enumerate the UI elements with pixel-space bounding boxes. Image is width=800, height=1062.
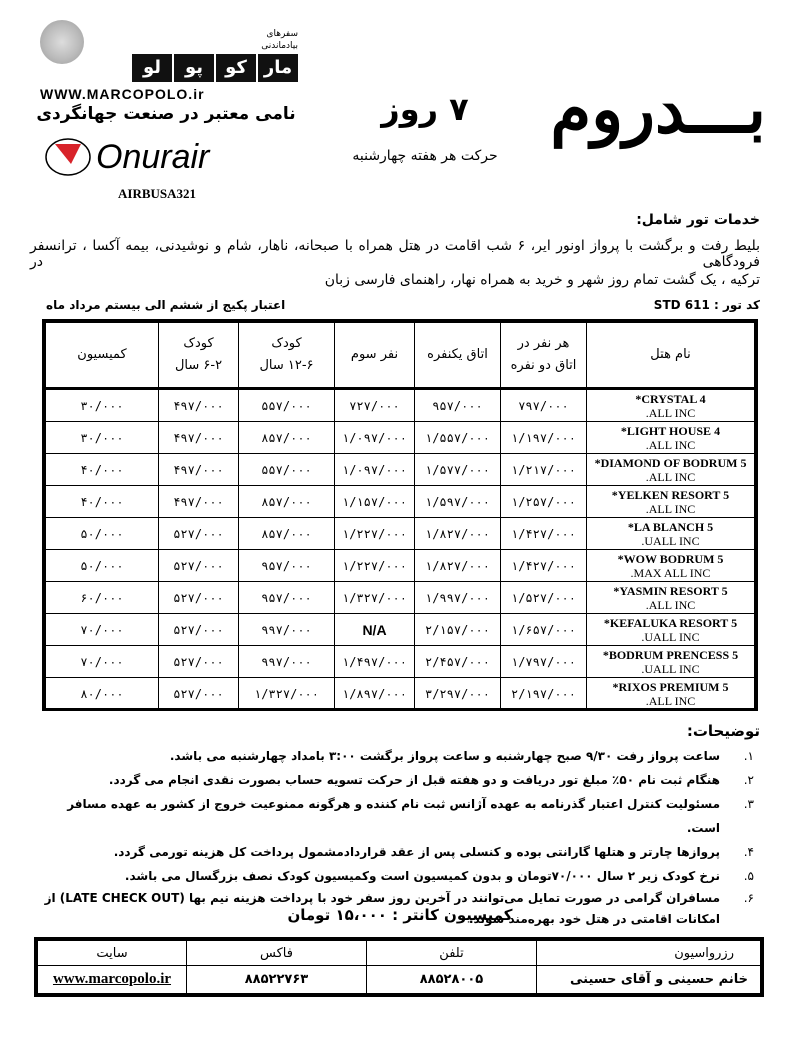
child-6-12-price: ۹۵۷/۰۰۰ — [239, 550, 335, 582]
table-row — [46, 422, 755, 454]
double-room-price: ۱/۵۲۷/۰۰۰ — [501, 582, 587, 614]
child-2-6-price: ۵۲۷/۰۰۰ — [159, 646, 239, 678]
note-item: ۳. مسئولیت کنترل اعتبار گذرنامه به عهده آژانس ثبت نام کننده و هرگونه ممنوعیت خروج از کشور به عهده مسافر است. — [67, 797, 754, 835]
price-table-body — [46, 389, 755, 710]
services-line-1: بلیط رفت و برگشت با پرواز اونور ایر، ۶ شب اقامت در هتل همراه با صبحانه، ناهار، شام و نوشیدنی، بیمه آکسا ، ترانسفر فرودگاهی در — [30, 238, 760, 270]
commission-value: ۷۰/۰۰۰ — [46, 646, 159, 678]
header-site: سایت — [38, 941, 187, 966]
single-room-price: ۲/۴۵۷/۰۰۰ — [415, 646, 501, 678]
hotel-name: WOW BODRUM 5* — [617, 551, 724, 566]
meal-plan: ALL INC. — [645, 405, 696, 420]
note-item: ۵. نرخ کودک زیر ۲ سال ۷۰/۰۰۰تومان و بدون کمیسیون است وکمیسیون کودک نصف بزرگسال می باشد. — [124, 869, 754, 883]
price-table-frame — [42, 319, 758, 711]
destination-title: بـــدروم — [550, 70, 766, 148]
hotel-name: LA BLANCH 5* — [627, 519, 714, 534]
third-person-price: ۱/۰۹۷/۰۰۰ — [335, 454, 415, 486]
contact-table — [37, 940, 761, 994]
child-2-6-price: ۵۲۷/۰۰۰ — [159, 582, 239, 614]
logo-subtitle-line2: بیادماندنی — [261, 41, 298, 51]
commission-value: ۴۰/۰۰۰ — [46, 486, 159, 518]
child-2-6-price: ۴۹۷/۰۰۰ — [159, 454, 239, 486]
hotel-name: LIGHT HOUSE 4* — [620, 423, 721, 438]
aircraft-type: AIRBUSA321 — [118, 186, 197, 201]
meal-plan: ALL INC. — [645, 693, 696, 708]
tour-code: کد تور : STD 611 — [653, 298, 760, 312]
hotel-cell — [587, 454, 755, 486]
package-validity: اعتبار پکیج از ششم الی بیستم مرداد ماه — [46, 298, 286, 312]
third-person-price: ۱/۳۲۷/۰۰۰ — [335, 582, 415, 614]
fax-number: ۸۸۵۲۲۷۶۳ — [187, 966, 367, 994]
single-room-price: ۹۵۷/۰۰۰ — [415, 389, 501, 422]
third-person-price: ۱/۲۲۷/۰۰۰ — [335, 550, 415, 582]
double-room-price: ۱/۲۵۷/۰۰۰ — [501, 486, 587, 518]
meal-plan: UALL INC. — [641, 629, 700, 644]
commission-value: ۳۰/۰۰۰ — [46, 389, 159, 422]
contact-table-frame — [34, 937, 764, 997]
double-room-price: ۲/۱۹۷/۰۰۰ — [501, 678, 587, 710]
table-row — [46, 582, 755, 614]
header-phone: تلفن — [367, 941, 537, 966]
commission-value: ۴۰/۰۰۰ — [46, 454, 159, 486]
meal-plan: ALL INC. — [645, 437, 696, 452]
commission-value: ۸۰/۰۰۰ — [46, 678, 159, 710]
hotel-cell — [587, 614, 755, 646]
services-title: خدمات تور شامل: — [636, 212, 760, 228]
commission-value: ۵۰/۰۰۰ — [46, 518, 159, 550]
meal-plan: ALL INC. — [645, 469, 696, 484]
child-2-6-price: ۴۹۷/۰۰۰ — [159, 389, 239, 422]
third-person-price: ۱/۲۲۷/۰۰۰ — [335, 518, 415, 550]
table-row — [46, 646, 755, 678]
meal-plan: ALL INC. — [645, 597, 696, 612]
third-person-price: N/A — [335, 614, 415, 646]
table-row — [46, 389, 755, 422]
sun-logo-icon — [40, 20, 84, 64]
notes-title: توضیحات: — [686, 722, 760, 740]
header-child-2-6: کودک ۶-۲ سال — [159, 323, 239, 389]
child-6-12-price: ۸۵۷/۰۰۰ — [239, 518, 335, 550]
double-room-price: ۷۹۷/۰۰۰ — [501, 389, 587, 422]
child-6-12-price: ۸۵۷/۰۰۰ — [239, 422, 335, 454]
hotel-cell — [587, 646, 755, 678]
third-person-price: ۱/۰۹۷/۰۰۰ — [335, 422, 415, 454]
child-6-12-price: ۸۵۷/۰۰۰ — [239, 486, 335, 518]
header-third-person: نفر سوم — [335, 323, 415, 389]
child-6-12-price: ۵۵۷/۰۰۰ — [239, 389, 335, 422]
commission-value: ۳۰/۰۰۰ — [46, 422, 159, 454]
hotel-name: BODRUM PRENCESS 5* — [602, 647, 739, 662]
table-row — [46, 550, 755, 582]
commission-value: ۵۰/۰۰۰ — [46, 550, 159, 582]
table-row — [46, 486, 755, 518]
commission-value: ۶۰/۰۰۰ — [46, 582, 159, 614]
child-2-6-price: ۵۲۷/۰۰۰ — [159, 550, 239, 582]
single-room-price: ۱/۵۷۷/۰۰۰ — [415, 454, 501, 486]
single-room-price: ۱/۵۹۷/۰۰۰ — [415, 486, 501, 518]
hotel-cell — [587, 422, 755, 454]
counter-commission: کمیسیون کانتر : ۱۵،۰۰۰ تومان — [287, 906, 513, 924]
brand-tile: مار — [258, 54, 298, 82]
website-link[interactable]: www.marcopolo.ir — [52, 971, 172, 987]
hotel-name: YELKEN RESORT 5* — [611, 487, 730, 502]
child-6-12-price: ۹۹۷/۰۰۰ — [239, 614, 335, 646]
reservation-names: خانم حسینی و آقای حسینی — [537, 966, 761, 994]
single-room-price: ۲/۱۵۷/۰۰۰ — [415, 614, 501, 646]
site-cell — [38, 966, 187, 994]
table-row — [46, 454, 755, 486]
header-fax: فاکس — [187, 941, 367, 966]
logo-subtitle — [246, 28, 298, 52]
hotel-name: RIXOS PREMIUM 5* — [612, 679, 729, 694]
double-room-price: ۱/۶۵۷/۰۰۰ — [501, 614, 587, 646]
child-2-6-price: ۴۹۷/۰۰۰ — [159, 486, 239, 518]
table-row — [46, 518, 755, 550]
header-single-room: اتاق یکنفره — [415, 323, 501, 389]
table-row — [46, 678, 755, 710]
logo-tagline: نامی معتبر در صنعت جهانگردی — [36, 104, 296, 124]
third-person-price: ۱/۱۵۷/۰۰۰ — [335, 486, 415, 518]
brand-tile: لو — [132, 54, 172, 82]
single-room-price: ۱/۸۲۷/۰۰۰ — [415, 550, 501, 582]
hotel-cell — [587, 678, 755, 710]
header-commission: کمیسیون — [46, 323, 159, 389]
brand-tile: پو — [174, 54, 214, 82]
child-6-12-price: ۵۵۷/۰۰۰ — [239, 454, 335, 486]
double-room-price: ۱/۲۱۷/۰۰۰ — [501, 454, 587, 486]
double-room-price: ۱/۴۲۷/۰۰۰ — [501, 518, 587, 550]
meal-plan: UALL INC. — [641, 533, 700, 548]
note-item: ۱. ساعت پرواز رفت ۹/۳۰ صبح چهارشنبه و ساعت پرواز برگشت ۳:۰۰ بامداد چهارشنبه می باشد. — [169, 749, 754, 763]
child-2-6-price: ۵۲۷/۰۰۰ — [159, 678, 239, 710]
child-6-12-price: ۹۵۷/۰۰۰ — [239, 582, 335, 614]
double-room-price: ۱/۴۲۷/۰۰۰ — [501, 550, 587, 582]
header-child-6-12: کودک ۱۲-۶ سال — [239, 323, 335, 389]
hotel-name: CRYSTAL 4* — [635, 391, 706, 406]
hotel-cell — [587, 486, 755, 518]
header-hotel-name: نام هتل — [587, 323, 755, 389]
hotel-cell — [587, 582, 755, 614]
child-2-6-price: ۵۲۷/۰۰۰ — [159, 518, 239, 550]
header-reservation: رزرواسیون — [537, 941, 761, 966]
phone-number: ۸۸۵۲۸۰۰۵ — [367, 966, 537, 994]
single-room-price: ۱/۹۹۷/۰۰۰ — [415, 582, 501, 614]
meal-plan: UALL INC. — [641, 661, 700, 676]
child-6-12-price: ۹۹۷/۰۰۰ — [239, 646, 335, 678]
single-room-price: ۱/۵۵۷/۰۰۰ — [415, 422, 501, 454]
third-person-price: ۱/۸۹۷/۰۰۰ — [335, 678, 415, 710]
commission-value: ۷۰/۰۰۰ — [46, 614, 159, 646]
child-2-6-price: ۵۲۷/۰۰۰ — [159, 614, 239, 646]
hotel-name: YASMIN RESORT 5* — [613, 583, 728, 598]
note-item: ۲. هنگام ثبت نام ۵۰٪ مبلغ تور دریافت و دو هفته قبل از حرکت تسویه حساب بصورت نقدی انجام می گردد. — [108, 773, 754, 787]
double-room-price: ۱/۷۹۷/۰۰۰ — [501, 646, 587, 678]
notes-list — [34, 744, 754, 930]
table-row — [46, 614, 755, 646]
child-2-6-price: ۴۹۷/۰۰۰ — [159, 422, 239, 454]
meal-plan: MAX ALL INC. — [630, 565, 711, 580]
single-room-price: ۳/۲۹۷/۰۰۰ — [415, 678, 501, 710]
meal-plan: ALL INC. — [645, 501, 696, 516]
note-item: ۶. مسافران گرامی در صورت تمایل می‌توانند در آخرین روز سفر خود با پرداخت هزینه نیم بها (LATE CHECK OUT) از امکانات اقامتی در هتل خود بهره‌مند شوند. — [44, 891, 754, 926]
price-table — [45, 322, 755, 710]
hotel-name: DIAMOND OF BODRUM 5* — [594, 455, 747, 470]
onur-air-logo-icon — [45, 138, 91, 176]
child-6-12-price: ۱/۳۲۷/۰۰۰ — [239, 678, 335, 710]
brand-logo — [88, 54, 298, 82]
note-item: ۴. پروازها چارتر و هتلها گارانتی بوده و کنسلی پس از عقد قراردادمشمول پرداخت کل هزینه تورمی گردد. — [113, 845, 754, 859]
logo-subtitle-line1: سفرهای — [266, 29, 298, 39]
services-line-2: ترکیه ، یک گشت تمام روز شهر و خرید به همراه نهار، راهنمای فارسی زبان — [324, 272, 760, 288]
third-person-price: ۷۲۷/۰۰۰ — [335, 389, 415, 422]
hotel-cell — [587, 389, 755, 422]
departure-schedule: حرکت هر هفته چهارشنبه — [352, 148, 498, 164]
logo-url: WWW.MARCOPOLO.ir — [40, 86, 205, 102]
airline-name: Onurair — [96, 138, 210, 176]
single-room-price: ۱/۸۲۷/۰۰۰ — [415, 518, 501, 550]
third-person-price: ۱/۴۹۷/۰۰۰ — [335, 646, 415, 678]
header-double-room: هر نفر در اتاق دو نفره — [501, 323, 587, 389]
double-room-price: ۱/۱۹۷/۰۰۰ — [501, 422, 587, 454]
hotel-name: KEFALUKA RESORT 5* — [603, 615, 738, 630]
hotel-cell — [587, 518, 755, 550]
tour-duration: ۷ روز — [381, 90, 469, 128]
hotel-cell — [587, 550, 755, 582]
brand-tile: کو — [216, 54, 256, 82]
